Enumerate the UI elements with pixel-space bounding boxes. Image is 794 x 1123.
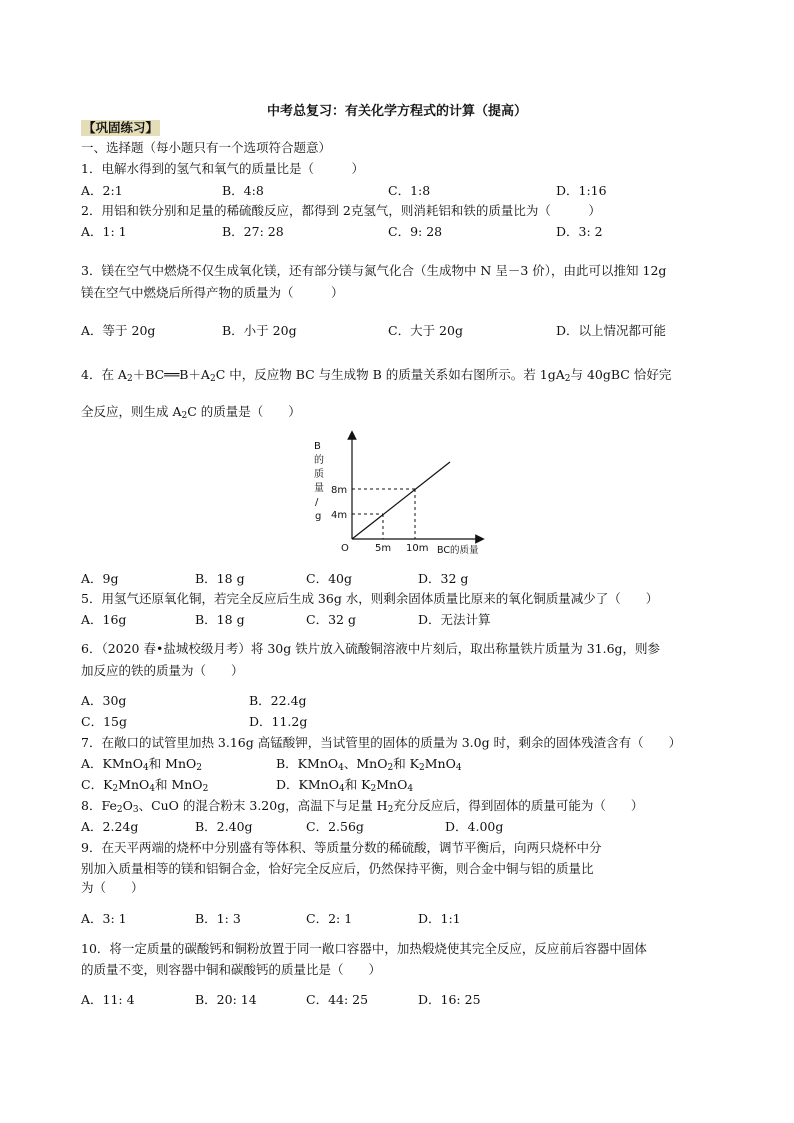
q4-text-4: 与 40gBC 恰好完 <box>570 367 672 382</box>
question-7: 7．在敞口的试管里加热 3.16g 高锰酸钾，当试管里的固体的质量为 3.0g 时，剩余的固体残渣含有（ ） <box>81 735 682 750</box>
q2-option-b: B．27: 28 <box>222 224 284 239</box>
y-label-3: 质 <box>314 469 324 480</box>
q8-option-d: D．4.00g <box>445 819 504 834</box>
q4-option-d: D．32 g <box>418 571 469 586</box>
question-9-line-3: 为（ ） <box>81 880 144 895</box>
q7-b-text: 、MnO <box>343 756 388 771</box>
q4-text-1: 4．在 A <box>81 367 127 382</box>
q2-option-d: D．3: 2 <box>556 224 603 239</box>
question-6-line-2: 加反应的铁的质量为（ ） <box>81 663 244 678</box>
q7-option-b <box>276 756 462 772</box>
y-label-1: B <box>314 441 321 452</box>
q10-option-a: A．11: 4 <box>81 992 135 1007</box>
q7-c-text: 和 MnO <box>154 777 203 792</box>
x-tick-5m: 5m <box>375 543 392 554</box>
q8-text: 充分反应后，得到固体的质量可能为（ ） <box>393 798 644 813</box>
section-heading: 一、选择题（每小题只有一个选项符合题意） <box>81 140 332 155</box>
y-label-5: / <box>315 497 319 508</box>
q7-option-d <box>276 777 413 793</box>
q4-sub: 2 <box>126 374 133 384</box>
q5-option-a: A．16g <box>81 612 127 627</box>
question-9-line-1: 9．在天平两端的烧杯中分别盛有等体积、等质量分数的稀硫酸，调节平衡后，向两只烧杯中分 <box>81 840 602 855</box>
q1-option-d: D．1:16 <box>556 183 607 198</box>
q4-option-b: B．18 g <box>195 571 245 586</box>
q7-b-text: B．KMnO <box>276 756 339 771</box>
question-6-line-1: 6．（2020 春•盐城校级月考）将 30g 铁片放入硫酸铜溶液中片刻后，取出称量铁片质量为 31.6g，则参 <box>81 641 661 656</box>
q8-text: 、CuO 的混合粉末 3.20g，高温下与足量 H <box>138 798 388 813</box>
q7-sub: 2 <box>419 763 425 773</box>
question-2: 2．用铝和铁分别和足量的稀硫酸反应，都得到 2克氢气，则消耗铝和铁的质量比为（ ） <box>81 203 601 218</box>
q7-d-text: 和 K <box>344 777 371 792</box>
q2-option-a: A．1: 1 <box>81 224 127 239</box>
question-10-line-2: 的质量不变，则容器中铜和碳酸钙的质量比是（ ） <box>81 962 382 977</box>
q7-sub: 4 <box>455 763 462 773</box>
question-8 <box>81 798 643 814</box>
question-3-line-1: 3．镁在空气中燃烧不仅生成氧化镁，还有部分镁与氮气化合（生成物中 N 呈－3 价），由此可以推知 12g <box>81 263 667 278</box>
q5-option-c: C．32 g <box>306 612 356 627</box>
q6-option-c: C．15g <box>81 714 127 729</box>
q6-option-a: A．30g <box>81 693 127 708</box>
q4-text-5: 全反应，则生成 A <box>81 404 182 419</box>
q8-sub: 2 <box>387 805 394 815</box>
question-3-line-2: 镁在空气中燃烧后所得产物的质量为（ ） <box>81 285 344 300</box>
q4-text-6: C 的质量是（ ） <box>187 404 301 419</box>
question-4-line-2 <box>81 404 301 420</box>
q5-option-d: D．无法计算 <box>418 612 491 627</box>
q7-sub: 4 <box>407 784 414 794</box>
q8-option-c: C．2.56g <box>306 819 364 834</box>
q9-option-b: B．1: 3 <box>195 911 241 926</box>
q4-sub: 2 <box>181 411 188 421</box>
y-label-2: 的 <box>314 455 324 466</box>
y-tick-8m: 8m <box>331 485 348 496</box>
q7-sub: 4 <box>338 784 345 794</box>
q7-sub: 4 <box>142 763 149 773</box>
q7-c-text: C．K <box>81 777 113 792</box>
question-10-line-1: 10．将一定质量的碳酸钙和铜粉放置于同一敞口容器中，加热煅烧使其完全反应，反应前后容器中固体 <box>81 941 647 956</box>
relation-line <box>352 462 450 539</box>
q3-option-c: C．大于 20g <box>388 323 463 338</box>
q7-c-text: MnO <box>118 777 150 792</box>
q4-sub: 2 <box>209 374 216 384</box>
x-axis-label: BC的质量 <box>437 545 479 556</box>
q9-option-c: C．2: 1 <box>306 911 353 926</box>
y-label-6: g <box>315 511 322 522</box>
q7-a-text: 和 MnO <box>148 756 197 771</box>
q7-sub: 4 <box>338 763 344 773</box>
q4-option-a: A．9g <box>81 571 119 586</box>
q7-a-text: A．KMnO <box>81 756 143 771</box>
q2-option-c: C．9: 28 <box>388 224 443 239</box>
q7-option-a <box>81 756 202 772</box>
q7-d-text: D．KMnO <box>276 777 339 792</box>
y-label-4: 量 <box>314 483 324 494</box>
q8-option-b: B．2.40g <box>195 819 253 834</box>
q7-sub: 2 <box>196 763 203 773</box>
q8-option-a: A．2.24g <box>81 819 139 834</box>
q10-option-b: B．20: 14 <box>195 992 257 1007</box>
section-tag: 【巩固练习】 <box>83 120 159 135</box>
q3-option-a: A．等于 20g <box>81 323 156 338</box>
q7-b-text: 和 K <box>393 756 420 771</box>
question-9-line-2: 别加入质量相等的镁和铝铜合金，恰好完全反应后，仍然保持平衡，则合金中铜与铝的质量比 <box>81 861 594 876</box>
origin-label: O <box>341 543 349 554</box>
q1-option-c: C．1:8 <box>388 183 431 198</box>
y-tick-4m: 4m <box>331 510 348 521</box>
question-1: 1．电解水得到的氢气和氧气的质量比是（ ） <box>81 161 364 176</box>
question-4-line-1 <box>81 367 671 383</box>
q10-option-c: C．44: 25 <box>306 992 369 1007</box>
mass-relation-graph <box>300 425 500 565</box>
q6-option-d: D．11.2g <box>249 714 308 729</box>
q4-option-c: C．40g <box>306 571 352 586</box>
page-title: 中考总复习：有关化学方程式的计算（提高） <box>266 104 527 119</box>
q5-option-b: B．18 g <box>195 612 245 627</box>
question-5: 5．用氢气还原氧化铜，若完全反应后生成 36g 水，则剩余固体质量比原来的氧化铜质量减少了（ ） <box>81 591 659 606</box>
q4-text-2: ＋BC══B＋A <box>132 367 210 382</box>
q7-sub: 2 <box>370 784 377 794</box>
q4-sub: 2 <box>564 374 571 384</box>
q9-option-a: A．3: 1 <box>81 911 127 926</box>
q6-option-b: B．22.4g <box>249 693 307 708</box>
q8-sub: 2 <box>116 805 123 815</box>
q3-option-d: D．以上情况都可能 <box>556 323 667 338</box>
q7-sub: 2 <box>112 784 119 794</box>
q7-option-c <box>81 777 208 793</box>
q10-option-d: D．16: 25 <box>418 992 481 1007</box>
q8-text: O <box>122 798 133 813</box>
q7-b-text: MnO <box>424 756 456 771</box>
q4-text-3: C 中，反应物 BC 与生成物 B 的质量关系如右图所示。若 1gA <box>215 367 565 382</box>
x-tick-10m: 10m <box>406 543 429 554</box>
q7-sub: 2 <box>387 763 394 773</box>
q8-text: 8．Fe <box>81 798 117 813</box>
q3-option-b: B．小于 20g <box>222 323 297 338</box>
q9-option-d: D．1:1 <box>418 911 461 926</box>
q8-sub: 3 <box>132 805 139 815</box>
q7-sub: 4 <box>149 784 155 794</box>
q7-d-text: MnO <box>376 777 408 792</box>
q1-option-b: B．4:8 <box>222 183 264 198</box>
q1-option-a: A．2:1 <box>81 183 123 198</box>
q7-sub: 2 <box>202 784 209 794</box>
